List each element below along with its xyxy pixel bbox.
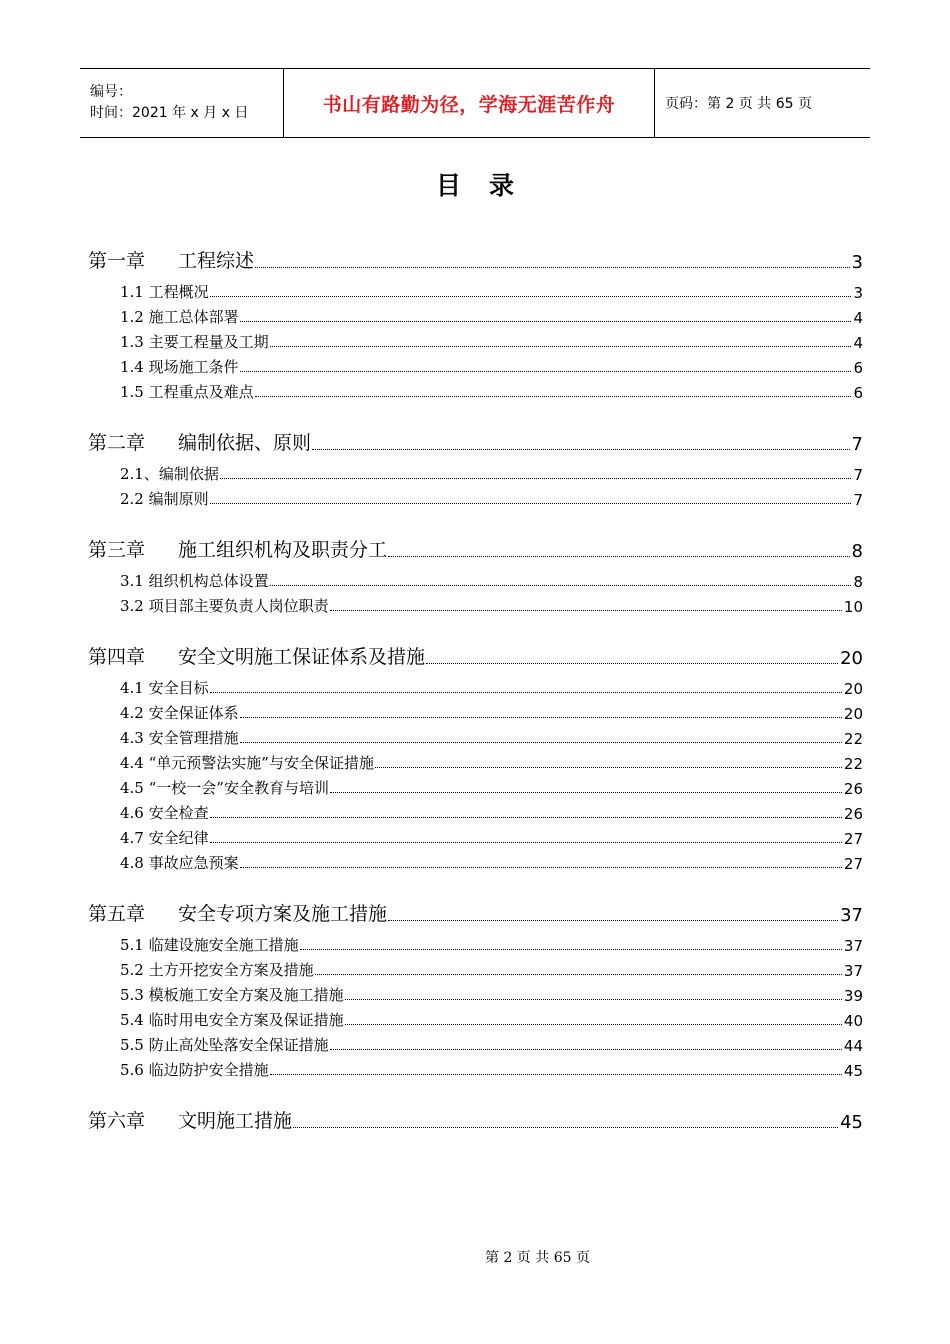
toc-section-entry[interactable] [88,327,863,352]
chapter-page-number: 7 [851,434,863,455]
section-page-number: 8 [853,573,863,591]
chapter-label [88,428,311,455]
toc-section-entry[interactable] [88,673,863,698]
section-title: 4.2 安全保证体系 [120,704,239,722]
dot-leader [210,817,842,818]
section-title: 2.2 编制原则 [120,490,209,508]
dot-leader [240,742,842,743]
chapter-number: 第二章 [88,432,146,454]
section-title: 4.7 安全纪律 [120,829,209,847]
section-page-number: 27 [843,855,863,873]
dot-leader [240,867,842,868]
toc-section-entry[interactable] [88,377,863,402]
header-page-info: 页码：第 2 页 共 65 页 [665,96,812,112]
dot-leader [388,920,838,921]
section-title: 2.1、编制依据 [120,465,219,483]
section-title: 1.3 主要工程量及工期 [120,333,269,351]
section-title: 4.5 “一校一会”安全教育与培训 [120,779,329,797]
dot-leader [220,478,852,479]
toc-chapter-entry[interactable] [88,624,863,669]
dot-leader [210,503,852,504]
document-date: 时间：2021 年 x 月 x 日 [90,105,249,121]
chapter-title: 编制依据、原则 [178,432,312,454]
chapter-label [88,899,387,926]
section-title: 5.1 临建设施安全施工措施 [120,936,299,954]
chapter-page-number: 3 [851,252,863,273]
toc-section-entry[interactable] [88,930,863,955]
dot-leader [330,1049,842,1050]
section-page-number: 45 [843,1062,863,1080]
toc-section-entry[interactable] [88,955,863,980]
chapter-page-number: 8 [851,541,863,562]
section-title: 1.1 工程概况 [120,283,209,301]
chapter-title: 安全文明施工保证体系及措施 [178,646,426,668]
section-title: 1.4 现场施工条件 [120,358,239,376]
toc-chapter-entry[interactable] [88,1088,863,1133]
toc-chapter-entry[interactable] [88,517,863,562]
section-page-number: 37 [843,962,863,980]
section-page-number: 39 [843,987,863,1005]
toc-section-entry[interactable] [88,459,863,484]
page-header [80,68,870,138]
section-page-number: 6 [853,359,863,377]
toc-section-entry[interactable] [88,848,863,873]
chapter-page-number: 45 [840,1112,863,1133]
chapter-page-number: 37 [840,905,863,926]
toc-section-entry[interactable] [88,748,863,773]
dot-leader [426,663,838,664]
chapter-label [88,535,387,562]
section-page-number: 44 [843,1037,863,1055]
chapter-page-number: 20 [840,648,863,669]
header-meta [80,69,283,137]
toc-section-entry[interactable] [88,723,863,748]
dot-leader [300,949,842,950]
dot-leader [240,321,852,322]
chapter-title: 安全专项方案及施工措施 [178,903,388,925]
section-title: 5.4 临时用电安全方案及保证措施 [120,1011,344,1029]
section-page-number: 4 [853,334,863,352]
motto-text: 书山有路勤为径，学海无涯苦作舟 [322,93,616,116]
section-title: 5.3 模板施工安全方案及施工措施 [120,986,344,1004]
chapter-number: 第一章 [88,250,146,272]
section-title: 5.5 防止高处坠落安全保证措施 [120,1036,329,1054]
toc-chapter-entry[interactable] [88,228,863,273]
dot-leader [210,296,852,297]
section-page-number: 3 [853,284,863,302]
toc-section-entry[interactable] [88,277,863,302]
section-page-number: 22 [843,730,863,748]
section-page-number: 7 [853,491,863,509]
header-motto [283,69,655,137]
dot-leader [210,692,842,693]
toc-chapter-entry[interactable] [88,410,863,455]
toc-section-entry[interactable] [88,352,863,377]
dot-leader [270,346,852,347]
dot-leader [330,792,842,793]
section-page-number: 7 [853,466,863,484]
section-title: 1.5 工程重点及难点 [120,383,254,401]
document-number-label: 编号： [90,84,132,100]
section-title: 4.4 “单元预警法实施”与安全保证措施 [120,754,374,772]
dot-leader [312,449,850,450]
toc-section-entry[interactable] [88,798,863,823]
section-page-number: 26 [843,805,863,823]
dot-leader [270,1074,842,1075]
section-page-number: 10 [843,598,863,616]
toc-section-entry[interactable] [88,591,863,616]
section-page-number: 26 [843,780,863,798]
section-page-number: 6 [853,384,863,402]
chapter-number: 第四章 [88,646,146,668]
dot-leader [255,396,852,397]
dot-leader [210,842,842,843]
chapter-title: 施工组织机构及职责分工 [178,539,388,561]
section-title: 4.8 事故应急预案 [120,854,239,872]
chapter-title: 文明施工措施 [178,1110,293,1132]
section-page-number: 4 [853,309,863,327]
toc-section-entry[interactable] [88,980,863,1005]
toc-section-entry[interactable] [88,773,863,798]
toc-title: 目录 [435,171,542,200]
dot-leader [388,556,850,557]
chapter-number: 第五章 [88,903,146,925]
section-title: 3.2 项目部主要负责人岗位职责 [120,597,329,615]
dot-leader [255,267,850,268]
toc-section-entry[interactable] [88,484,863,509]
toc-section-entry[interactable] [88,1055,863,1080]
toc-section-entry[interactable] [88,1030,863,1055]
section-title: 4.6 安全检查 [120,804,209,822]
dot-leader [345,1024,842,1025]
dot-leader [330,610,842,611]
toc-section-entry[interactable] [88,698,863,723]
chapter-title: 工程综述 [178,250,255,272]
toc-chapter-entry[interactable] [88,881,863,926]
section-title: 4.1 安全目标 [120,679,209,697]
toc-section-entry[interactable] [88,302,863,327]
chapter-label [88,642,425,669]
chapter-label [88,1106,292,1133]
section-title: 1.2 施工总体部署 [120,308,239,326]
dot-leader [240,717,842,718]
dot-leader [315,974,842,975]
section-page-number: 40 [843,1012,863,1030]
chapter-label [88,246,254,273]
section-title: 5.2 土方开挖安全方案及措施 [120,961,314,979]
dot-leader [270,585,852,586]
chapter-number: 第六章 [88,1110,146,1132]
section-title: 3.1 组织机构总体设置 [120,572,269,590]
section-page-number: 37 [843,937,863,955]
chapter-number: 第三章 [88,539,146,561]
dot-leader [293,1127,838,1128]
section-title: 5.6 临边防护安全措施 [120,1061,269,1079]
dot-leader [240,371,852,372]
table-of-contents [88,228,863,1133]
section-title: 4.3 安全管理措施 [120,729,239,747]
toc-section-entry[interactable] [88,566,863,591]
toc-section-entry[interactable] [88,1005,863,1030]
section-page-number: 20 [843,705,863,723]
dot-leader [375,767,842,768]
section-page-number: 22 [843,755,863,773]
toc-section-entry[interactable] [88,823,863,848]
section-page-number: 27 [843,830,863,848]
page-footer: 第 2 页 共 65 页 [485,1250,590,1266]
dot-leader [345,999,842,1000]
section-page-number: 20 [843,680,863,698]
